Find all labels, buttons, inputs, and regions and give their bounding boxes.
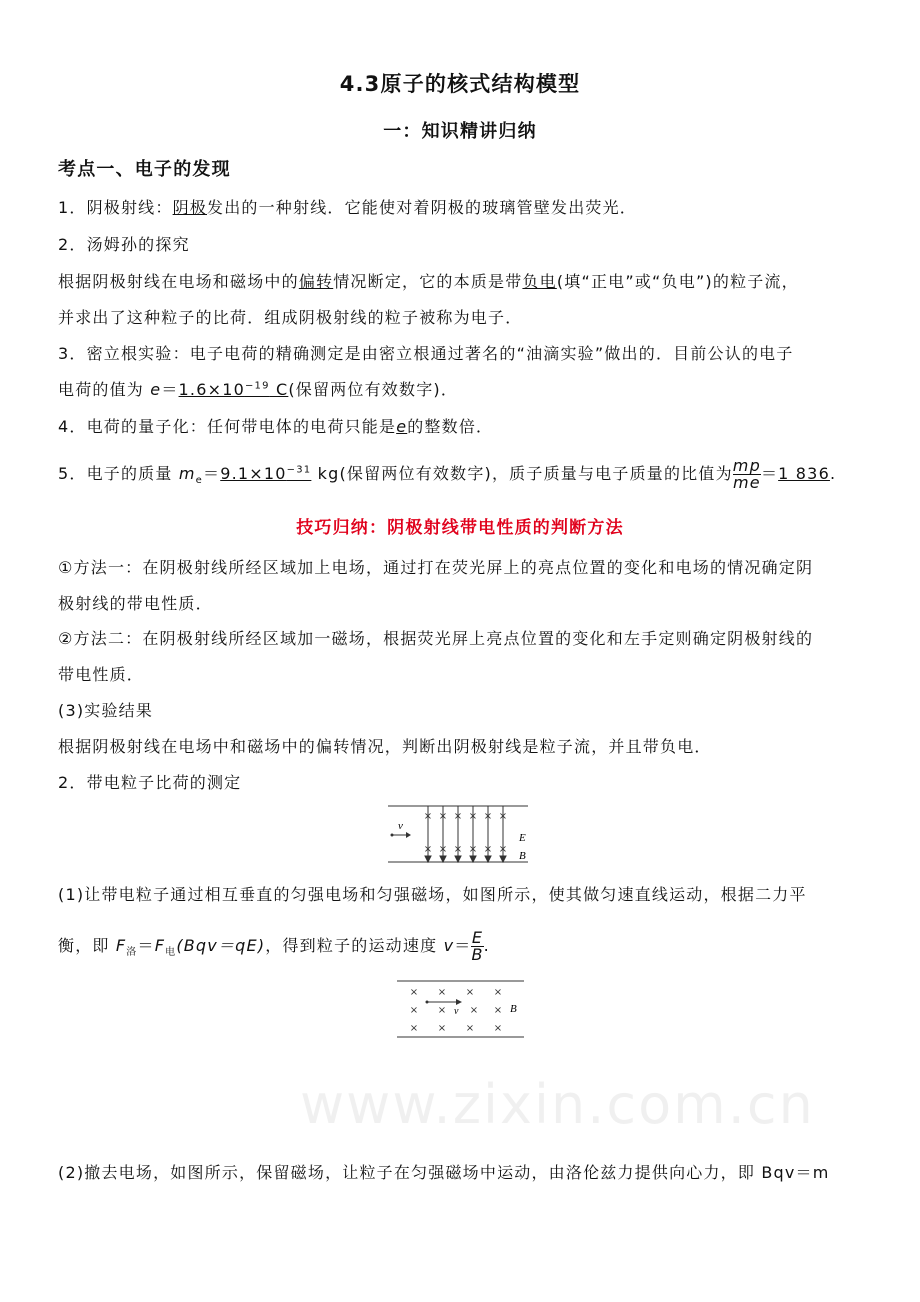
- method-two: ②方法二：在阴极射线所经区域加一磁场，根据荧光屏上亮点位置的变化和左手定则确定阴极射线的: [58, 629, 814, 648]
- paragraph-quantization: 4．电荷的量子化：任何带电体的电荷只能是e的整数倍．: [58, 417, 494, 436]
- tip-heading: 技巧归纳：阴极射线带电性质的判断方法: [296, 518, 624, 538]
- svg-text:×: ×: [498, 811, 508, 822]
- svg-text:×: ×: [437, 987, 447, 998]
- method-one: ①方法一：在阴极射线所经区域加上电场，通过打在荧光屏上的亮点位置的变化和电场的情况确定阴: [58, 558, 814, 577]
- svg-text:×: ×: [465, 1023, 475, 1034]
- paragraph-thomson-detail: 根据阴极射线在电场和磁场中的偏转情况断定，它的本质是带负电(填“正电”或“负电”)的粒子流，: [58, 272, 799, 291]
- svg-text:×: ×: [483, 844, 493, 855]
- method-two-2: 带电性质．: [58, 665, 145, 684]
- crossed-fields-diagram: [388, 803, 538, 865]
- svg-text:×: ×: [453, 811, 463, 822]
- svg-text:×: ×: [409, 1005, 419, 1016]
- svg-text:×: ×: [493, 1023, 503, 1034]
- page-title: 4.3原子的核式结构模型: [339, 72, 581, 96]
- svg-text:×: ×: [465, 987, 475, 998]
- svg-text:×: ×: [493, 987, 503, 998]
- charge-ratio-heading: 2．带电粒子比荷的测定: [58, 773, 242, 792]
- svg-text:×: ×: [469, 1005, 479, 1016]
- method-one-2: 极射线的带电性质．: [58, 594, 213, 613]
- svg-text:×: ×: [438, 811, 448, 822]
- svg-text:×: ×: [438, 844, 448, 855]
- velocity-label: v: [398, 820, 403, 832]
- step-one-2: 衡，即 $F_洛=F_电(Bqv=qE)$，得到粒子的运动速度 v＝ $\frac{E}{B}$ .: [58, 928, 490, 964]
- paragraph-electron-mass: 5．电子的质量 $m_e=9.1\times 10^{-31}$ kg(保留两位有效数字)，质子质量与电子质量的比值为 $\frac{mp}{me}$ ＝1 836.: [58, 456, 837, 492]
- paragraph-cathode-ray: 1．阴极射线：阴极发出的一种射线．它能使对着阴极的玻璃管壁发出荧光．: [58, 198, 638, 217]
- magnetic-field-label: B: [519, 850, 526, 862]
- velocity-label: v: [454, 1006, 459, 1017]
- subtitle: 一：知识精讲归纳: [383, 121, 537, 142]
- svg-text:×: ×: [483, 811, 493, 822]
- svg-text:×: ×: [437, 1023, 447, 1034]
- velocity-fraction: $\frac{E}{B}$: [471, 928, 484, 964]
- svg-text:×: ×: [409, 1023, 419, 1034]
- paragraph-millikan: 3．密立根实验：电子电荷的精确测定是由密立根通过著名的“油滴实验”做出的．目前公认的电子: [58, 344, 794, 363]
- watermark: www.zixin.com.cn: [300, 1073, 815, 1136]
- section-heading: 考点一、电子的发现: [58, 159, 231, 180]
- svg-text:×: ×: [423, 811, 433, 822]
- paragraph-thomson: 2．汤姆孙的探究: [58, 235, 190, 254]
- step-two: (2)撤去电场，如图所示，保留磁场，让粒子在匀强磁场中运动，由洛伦兹力提供向心力，即 Bqv＝m: [58, 1163, 830, 1182]
- svg-text:×: ×: [409, 987, 419, 998]
- magnetic-field-diagram: [396, 978, 528, 1040]
- result-heading: (3)实验结果: [58, 701, 154, 720]
- magnetic-field-label: B: [510, 1003, 517, 1015]
- result-text: 根据阴极射线在电场中和磁场中的偏转情况，判断出阴极射线是粒子流，并且带负电．: [58, 737, 712, 756]
- paragraph-millikan-2: 电荷的值为 $e=1.6\times 10^{-19}$ C(保留两位有效数字)．: [58, 380, 459, 399]
- svg-text:×: ×: [437, 1005, 447, 1016]
- svg-text:×: ×: [468, 811, 478, 822]
- electric-field-label: E: [519, 832, 526, 844]
- mass-ratio-fraction: $\frac{mp}{me}$: [732, 456, 761, 492]
- step-one: (1)让带电粒子通过相互垂直的匀强电场和匀强磁场，如图所示，使其做匀速直线运动，根据二力平: [58, 885, 807, 904]
- svg-text:×: ×: [498, 844, 508, 855]
- svg-text:×: ×: [493, 1005, 503, 1016]
- svg-text:×: ×: [468, 844, 478, 855]
- svg-text:×: ×: [423, 844, 433, 855]
- paragraph-thomson-detail-2: 并求出了这种粒子的比荷．组成阴极射线的粒子被称为电子．: [58, 308, 523, 327]
- svg-text:×: ×: [453, 844, 463, 855]
